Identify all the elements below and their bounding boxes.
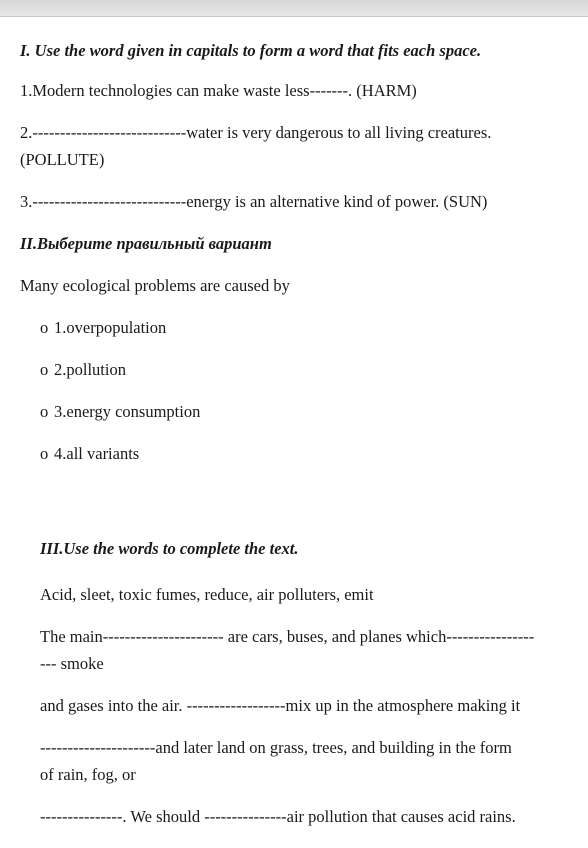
paragraph-1-line-1: The main---------------------- are cars, buses, and planes which---------------- <box>40 627 535 646</box>
radio-circle-icon: o <box>40 444 49 463</box>
word-bank: Acid, sleet, toxic fumes, reduce, air polluters, emit <box>40 585 374 604</box>
option-1-label: 1.overpopulation <box>54 318 167 337</box>
radio-circle-icon: o <box>40 318 49 337</box>
question-2-line-2: (POLLUTE) <box>20 150 105 169</box>
question-2-line-1: 2.----------------------------water is very dangerous to all living creatures. <box>20 123 492 142</box>
section-2-heading: II.Выберите правильный вариант <box>20 234 272 253</box>
paragraph-4: ---------------. We should ---------------air pollution that causes acid rains. <box>40 807 516 826</box>
option-4-label: 4.all variants <box>54 444 140 463</box>
option-1[interactable] <box>40 316 166 340</box>
option-4[interactable] <box>40 442 139 466</box>
paragraph-3-line-1: ---------------------and later land on grass, trees, and building in the form <box>40 738 512 757</box>
option-3-label: 3.energy consumption <box>54 402 201 421</box>
paragraph-3-line-2: of rain, fog, or <box>40 765 136 784</box>
section-2-question: Many ecological problems are caused by <box>20 276 290 295</box>
radio-circle-icon: o <box>40 360 49 379</box>
window-top-bar <box>0 0 588 17</box>
paragraph-2: and gases into the air. ------------------mix up in the atmosphere making it <box>40 696 521 715</box>
question-3: 3.----------------------------energy is an alternative kind of power. (SUN) <box>20 192 488 211</box>
paragraph-1-line-2: --- smoke <box>40 654 104 673</box>
document-page <box>0 17 588 848</box>
option-3[interactable] <box>40 400 200 424</box>
section-1-heading: I. Use the word given in capitals to form a word that fits each space. <box>20 41 482 60</box>
question-1: 1.Modern technologies can make waste less-------. (HARM) <box>20 81 417 100</box>
radio-circle-icon: o <box>40 402 49 421</box>
section-3-heading: III.Use the words to complete the text. <box>40 539 299 558</box>
option-2[interactable] <box>40 358 126 382</box>
option-2-label: 2.pollution <box>54 360 126 379</box>
